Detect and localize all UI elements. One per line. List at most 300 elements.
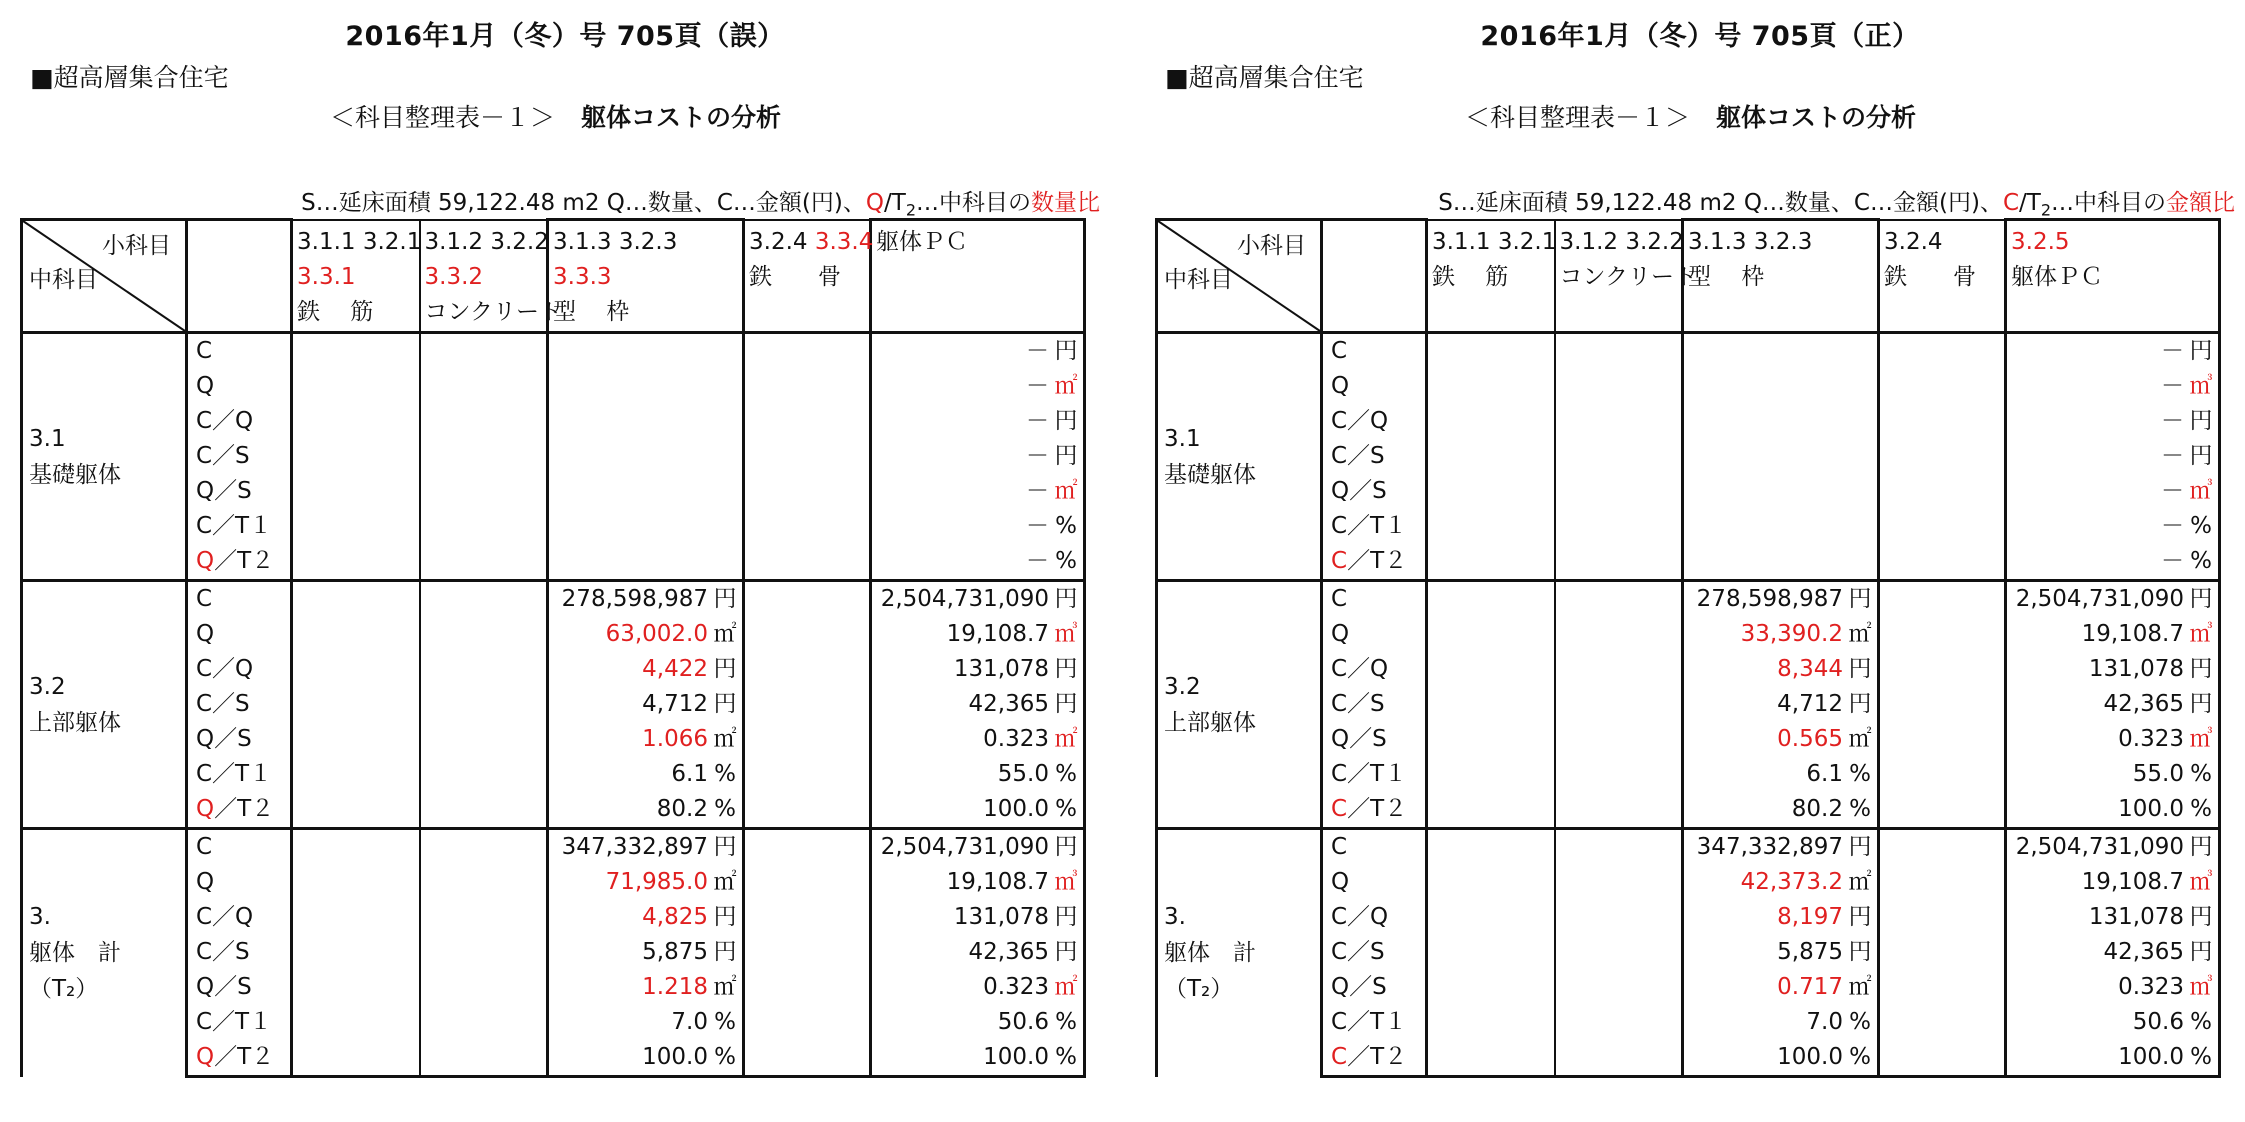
row-label	[1322, 970, 1427, 1005]
cell-precast	[871, 439, 1085, 474]
cell-precast	[871, 474, 1085, 509]
precast-unit: 円	[1054, 408, 1078, 434]
header-steel	[744, 220, 874, 333]
group-name	[22, 581, 187, 829]
cell-steel	[744, 509, 871, 544]
precast-unit: %	[1055, 761, 1077, 787]
precast-unit: 円	[1054, 904, 1078, 930]
row-label	[1322, 900, 1427, 935]
cell-steel	[744, 1040, 871, 1077]
cell-concrete	[420, 544, 548, 581]
precast-unit: 円	[2189, 586, 2213, 612]
group-name-name3: （T₂）	[1164, 976, 1234, 1003]
cell-formwork	[548, 1040, 744, 1077]
cell-steel	[744, 404, 871, 439]
cell-steel	[744, 757, 871, 792]
header-concrete-codes: 3.1.2 3.2.2	[424, 228, 549, 255]
row-label	[1322, 722, 1427, 757]
cell-steel	[1879, 1040, 2006, 1077]
cell-rebar	[1427, 1005, 1555, 1040]
cell-rebar	[1427, 652, 1555, 687]
row-label	[1322, 829, 1427, 866]
row-label-red: Q	[196, 796, 215, 822]
group-name	[22, 333, 187, 581]
cell-precast	[2006, 544, 2220, 581]
legend-part2: …中科目の	[2051, 190, 2166, 216]
row-label-text: C／Q	[1331, 408, 1389, 434]
precast-value: 0.323	[2118, 726, 2184, 752]
row-label	[187, 509, 292, 544]
group-name-name1: 3.1	[29, 425, 66, 452]
precast-value: －	[2161, 513, 2184, 539]
cell-precast	[871, 970, 1085, 1005]
cell-steel	[1879, 722, 2006, 757]
formwork-value: 347,332,897	[1696, 834, 1843, 860]
cell-rebar	[1427, 935, 1555, 970]
row-label-text: ／T２	[1347, 548, 1408, 574]
row-label-text: C	[1331, 586, 1348, 612]
cell-rebar	[1427, 722, 1555, 757]
row-label	[187, 900, 292, 935]
cell-concrete	[1555, 900, 1683, 935]
row-label-text: C／S	[1331, 443, 1385, 469]
precast-unit: ㎥	[2189, 373, 2213, 399]
precast-unit: %	[2190, 761, 2212, 787]
precast-value: 55.0	[997, 761, 1049, 787]
cell-concrete	[420, 439, 548, 474]
row-label	[187, 970, 292, 1005]
row-group	[1157, 829, 2220, 1077]
row-label-text: Q	[1331, 373, 1350, 399]
legend-ratio-letter: Q	[865, 190, 884, 216]
cell-precast	[2006, 935, 2220, 970]
row-label-text: Q／S	[196, 974, 252, 1000]
precast-unit: ㎥	[2189, 621, 2213, 647]
cell-steel	[744, 474, 871, 509]
cell-precast	[2006, 369, 2220, 404]
formwork-value: 4,825	[642, 904, 708, 930]
cell-formwork	[1683, 865, 1879, 900]
precast-unit: 円	[2189, 904, 2213, 930]
header-steel-name: 鉄 骨	[749, 263, 841, 290]
precast-value: －	[2161, 373, 2184, 399]
precast-value: 2,504,731,090	[2015, 586, 2184, 612]
formwork-unit: ㎡	[1848, 974, 1872, 1000]
cell-steel	[1879, 865, 2006, 900]
cell-formwork	[1683, 617, 1879, 652]
formwork-unit: ㎡	[1848, 726, 1872, 752]
row-label-text: Q／S	[196, 478, 252, 504]
formwork-value: 63,002.0	[605, 621, 708, 647]
cell-rebar	[1427, 333, 1555, 370]
header-formwork-codes: 3.1.3 3.2.3	[1688, 229, 1813, 255]
cell-precast	[2006, 404, 2220, 439]
cell-rebar	[1427, 404, 1555, 439]
cell-formwork	[1683, 792, 1879, 829]
cell-precast	[871, 581, 1085, 618]
legend-ratio-letter: C	[2002, 190, 2019, 216]
legend-ratio-rest: /T	[884, 190, 906, 216]
cell-concrete	[420, 1005, 548, 1040]
header-rebar-code-extra: 3.3.1	[297, 263, 356, 290]
formwork-value: 100.0	[642, 1044, 708, 1070]
cell-steel	[1879, 792, 2006, 829]
cell-rebar	[292, 687, 420, 722]
row-label-text: C／S	[1331, 939, 1385, 965]
cell-steel	[744, 581, 871, 618]
header-rebar	[292, 220, 420, 333]
cell-steel	[744, 544, 871, 581]
group-name-name3: （T₂）	[29, 976, 99, 1003]
row-label-text: C／S	[196, 939, 250, 965]
cell-steel	[744, 617, 871, 652]
formwork-value: 278,598,987	[561, 586, 708, 612]
cell-precast	[2006, 722, 2220, 757]
precast-unit: 円	[2189, 443, 2213, 469]
row-label	[187, 404, 292, 439]
formwork-unit: 円	[1848, 904, 1872, 930]
cell-rebar	[292, 900, 420, 935]
table-row	[1157, 333, 2220, 370]
precast-value: 2,504,731,090	[2015, 834, 2184, 860]
cell-precast	[2006, 687, 2220, 722]
table-subtitle	[330, 98, 781, 134]
table-row	[22, 333, 1085, 370]
cell-steel	[1879, 1005, 2006, 1040]
section-heading: ■超高層集合住宅	[1165, 63, 1364, 92]
cell-rebar	[292, 722, 420, 757]
precast-unit: 円	[1054, 834, 1078, 860]
cell-precast	[2006, 1005, 2220, 1040]
group-name-name2: 基礎躯体	[29, 461, 121, 488]
formwork-unit: %	[1849, 1009, 1871, 1035]
group-name	[1157, 581, 1322, 829]
cell-concrete	[1555, 757, 1683, 792]
formwork-value: 4,712	[642, 691, 708, 717]
precast-unit: ㎡	[1054, 726, 1078, 752]
row-label-red: C	[1331, 796, 1348, 822]
precast-unit: ㎥	[2189, 478, 2213, 504]
precast-value: 50.6	[997, 1009, 1049, 1035]
cell-concrete	[420, 333, 548, 370]
row-label	[187, 439, 292, 474]
group-name-name1: 3.2	[1164, 673, 1201, 700]
cell-precast	[2006, 509, 2220, 544]
precast-unit: %	[2190, 1044, 2212, 1070]
corner-bottom-label: 中科目	[1164, 267, 1233, 293]
precast-value: 100.0	[983, 1044, 1049, 1070]
cell-steel	[744, 722, 871, 757]
cell-concrete	[420, 722, 548, 757]
cell-rebar	[292, 474, 420, 509]
precast-value: 42,365	[2103, 691, 2184, 717]
cell-rebar	[1427, 617, 1555, 652]
precast-value: 131,078	[2088, 904, 2184, 930]
cell-formwork	[548, 970, 744, 1005]
row-group	[22, 829, 1085, 1077]
header-precast-code: 3.2.5	[2011, 229, 2070, 255]
row-label	[1322, 865, 1427, 900]
precast-unit: 円	[1054, 443, 1078, 469]
subtitle-prefix: ＜科目整理表－１＞	[1465, 103, 1691, 132]
legend-ratio-sub: 2	[2040, 200, 2051, 220]
cell-rebar	[292, 404, 420, 439]
cell-concrete	[1555, 404, 1683, 439]
cell-steel	[744, 865, 871, 900]
row-label-text: C／T１	[196, 513, 273, 539]
legend-part2: …中科目の	[916, 190, 1031, 216]
formwork-unit: %	[714, 796, 736, 822]
cell-rebar	[292, 935, 420, 970]
row-label-text: C／S	[1331, 691, 1385, 717]
cell-concrete	[1555, 333, 1683, 370]
cell-precast	[2006, 652, 2220, 687]
precast-value: －	[1026, 478, 1049, 504]
row-label-text: C／Q	[1331, 656, 1389, 682]
cell-rebar	[292, 509, 420, 544]
cell-concrete	[1555, 581, 1683, 618]
panel-erroneous	[20, 0, 1110, 1122]
precast-value: 0.323	[983, 726, 1049, 752]
row-label	[1322, 617, 1427, 652]
precast-unit: ㎥	[2189, 974, 2213, 1000]
cell-steel	[1879, 544, 2006, 581]
precast-value: －	[2161, 478, 2184, 504]
formwork-unit: %	[1849, 1044, 1871, 1070]
cell-precast	[2006, 581, 2220, 618]
cell-precast	[2006, 439, 2220, 474]
cell-concrete	[420, 581, 548, 618]
cell-rebar	[1427, 687, 1555, 722]
formwork-unit: %	[1849, 796, 1871, 822]
row-label	[1322, 687, 1427, 722]
precast-unit: %	[2190, 513, 2212, 539]
row-label	[1322, 1005, 1427, 1040]
cell-precast	[871, 617, 1085, 652]
cell-steel	[1879, 439, 2006, 474]
precast-unit: %	[2190, 548, 2212, 574]
row-label-text: C	[196, 834, 213, 860]
cell-formwork	[1683, 757, 1879, 792]
formwork-value: 80.2	[1791, 796, 1843, 822]
row-label	[187, 865, 292, 900]
formwork-unit: %	[714, 1044, 736, 1070]
formwork-value: 5,875	[642, 939, 708, 965]
cell-precast	[2006, 829, 2220, 866]
cell-steel	[744, 369, 871, 404]
cell-formwork	[1683, 652, 1879, 687]
cell-steel	[1879, 369, 2006, 404]
precast-unit: 円	[2189, 408, 2213, 434]
cell-rebar	[1427, 757, 1555, 792]
formwork-value: 5,875	[1777, 939, 1843, 965]
legend-highlight: 金額比	[2166, 190, 2235, 216]
precast-unit: 円	[1054, 656, 1078, 682]
cell-steel	[744, 829, 871, 866]
group-name	[1157, 333, 1322, 581]
row-label-text: ／T２	[214, 796, 275, 822]
page-title: 2016年1月（冬）号 705頁（誤）	[345, 21, 785, 52]
row-label	[1322, 935, 1427, 970]
row-label	[187, 722, 292, 757]
cell-rebar	[1427, 581, 1555, 618]
formwork-value: 71,985.0	[605, 869, 708, 895]
cell-concrete	[420, 404, 548, 439]
cell-rebar	[292, 369, 420, 404]
cell-concrete	[1555, 792, 1683, 829]
header-steel-name: 鉄 骨	[1884, 263, 1976, 290]
cell-formwork	[1683, 544, 1879, 581]
cell-formwork	[1683, 970, 1879, 1005]
header-formwork-name: 型 枠	[1688, 264, 1765, 290]
formwork-value: 33,390.2	[1740, 621, 1843, 647]
header-formwork	[1683, 220, 1879, 333]
cell-precast	[871, 687, 1085, 722]
cell-steel	[744, 652, 871, 687]
header-concrete-name: コンクリート	[1559, 263, 1698, 290]
formwork-value: 7.0	[1806, 1009, 1843, 1035]
cell-concrete	[1555, 970, 1683, 1005]
precast-unit: 円	[2189, 939, 2213, 965]
row-label-text: Q／S	[196, 726, 252, 752]
precast-value: 100.0	[2118, 796, 2184, 822]
legend-part1: S…延床面積 59,122.48 m2 Q…数量、C…金額(円)、	[1438, 190, 2003, 216]
cell-steel	[1879, 970, 2006, 1005]
cell-formwork	[548, 544, 744, 581]
cell-concrete	[420, 865, 548, 900]
cell-precast	[871, 333, 1085, 370]
header-steel-code: 3.2.4	[749, 228, 815, 255]
cell-steel	[1879, 652, 2006, 687]
precast-value: 131,078	[2088, 656, 2184, 682]
precast-unit: 円	[1054, 939, 1078, 965]
cell-formwork	[548, 404, 744, 439]
precast-unit: 円	[2189, 834, 2213, 860]
cell-formwork	[1683, 1005, 1879, 1040]
row-label	[1322, 652, 1427, 687]
formwork-unit: 円	[713, 691, 737, 717]
cell-precast	[2006, 970, 2220, 1005]
row-label	[187, 369, 292, 404]
cell-concrete	[420, 829, 548, 866]
cell-precast	[2006, 792, 2220, 829]
row-label-text: Q	[1331, 621, 1350, 647]
cell-rebar	[292, 617, 420, 652]
precast-value: 100.0	[2118, 1044, 2184, 1070]
formwork-value: 8,197	[1777, 904, 1843, 930]
cell-steel	[744, 333, 871, 370]
precast-value: －	[1026, 373, 1049, 399]
cell-precast	[871, 404, 1085, 439]
precast-unit: ㎥	[2189, 726, 2213, 752]
formwork-unit: 円	[1848, 656, 1872, 682]
row-label	[1322, 792, 1427, 829]
group-name-name2: 躯体 計	[29, 940, 121, 967]
cell-formwork	[1683, 581, 1879, 618]
row-label-text: ／T２	[1347, 796, 1408, 822]
row-label	[187, 1005, 292, 1040]
table-row	[1157, 581, 2220, 618]
cell-concrete	[1555, 509, 1683, 544]
cell-precast	[871, 1005, 1085, 1040]
cell-precast	[2006, 1040, 2220, 1077]
precast-value: －	[1026, 338, 1049, 364]
cell-concrete	[1555, 1040, 1683, 1077]
cell-precast	[2006, 900, 2220, 935]
cell-concrete	[420, 792, 548, 829]
precast-value: 19,108.7	[2081, 869, 2184, 895]
cell-precast	[871, 757, 1085, 792]
cell-precast	[871, 369, 1085, 404]
row-label	[187, 617, 292, 652]
row-label-text: C／T１	[1331, 761, 1408, 787]
row-label	[187, 544, 292, 581]
row-label-red: Q	[196, 1044, 215, 1070]
header-concrete	[420, 220, 563, 333]
precast-unit: ㎡	[1054, 373, 1078, 399]
row-label	[187, 652, 292, 687]
header-precast	[2006, 220, 2220, 333]
cell-concrete	[1555, 474, 1683, 509]
cell-formwork	[548, 900, 744, 935]
cell-concrete	[1555, 722, 1683, 757]
row-label-red: Q	[196, 548, 215, 574]
formwork-unit: 円	[1848, 691, 1872, 717]
cell-steel	[1879, 333, 2006, 370]
precast-value: 42,365	[968, 691, 1049, 717]
formwork-unit: 円	[1848, 834, 1872, 860]
precast-value: －	[2161, 408, 2184, 434]
cell-steel	[1879, 757, 2006, 792]
row-label	[1322, 1040, 1427, 1077]
cell-concrete	[420, 757, 548, 792]
cell-formwork	[548, 581, 744, 618]
group-name-name2: 基礎躯体	[1164, 461, 1256, 488]
cell-rebar	[1427, 900, 1555, 935]
precast-value: －	[1026, 408, 1049, 434]
formwork-value: 0.717	[1777, 974, 1843, 1000]
formwork-unit: ㎡	[1848, 621, 1872, 647]
cell-precast	[871, 544, 1085, 581]
row-label	[1322, 333, 1427, 370]
cell-rebar	[292, 544, 420, 581]
formwork-value: 347,332,897	[561, 834, 708, 860]
row-label	[1322, 369, 1427, 404]
cell-concrete	[420, 509, 548, 544]
subtitle-main: 躯体コストの分析	[1716, 103, 1917, 132]
header-formwork-codes: 3.1.3 3.2.3	[553, 229, 678, 255]
header-concrete-code-extra: 3.3.2	[424, 263, 484, 290]
precast-unit: %	[1055, 1009, 1077, 1035]
cell-concrete	[420, 900, 548, 935]
cell-steel	[1879, 474, 2006, 509]
cell-concrete	[420, 1040, 548, 1077]
header-precast-name: 躯体ＰＣ	[2011, 264, 2103, 290]
precast-unit: %	[1055, 1044, 1077, 1070]
legend-part1: S…延床面積 59,122.48 m2 Q…数量、C…金額(円)、	[301, 190, 866, 216]
cell-rebar	[1427, 509, 1555, 544]
cell-rebar	[1427, 369, 1555, 404]
cell-formwork	[1683, 439, 1879, 474]
precast-value: 2,504,731,090	[880, 834, 1049, 860]
cell-formwork	[548, 687, 744, 722]
cell-rebar	[292, 333, 420, 370]
header-concrete-name: コンクリート	[424, 298, 563, 325]
cell-rebar	[292, 829, 420, 866]
cell-steel	[1879, 617, 2006, 652]
cell-formwork	[548, 829, 744, 866]
cell-steel	[1879, 404, 2006, 439]
